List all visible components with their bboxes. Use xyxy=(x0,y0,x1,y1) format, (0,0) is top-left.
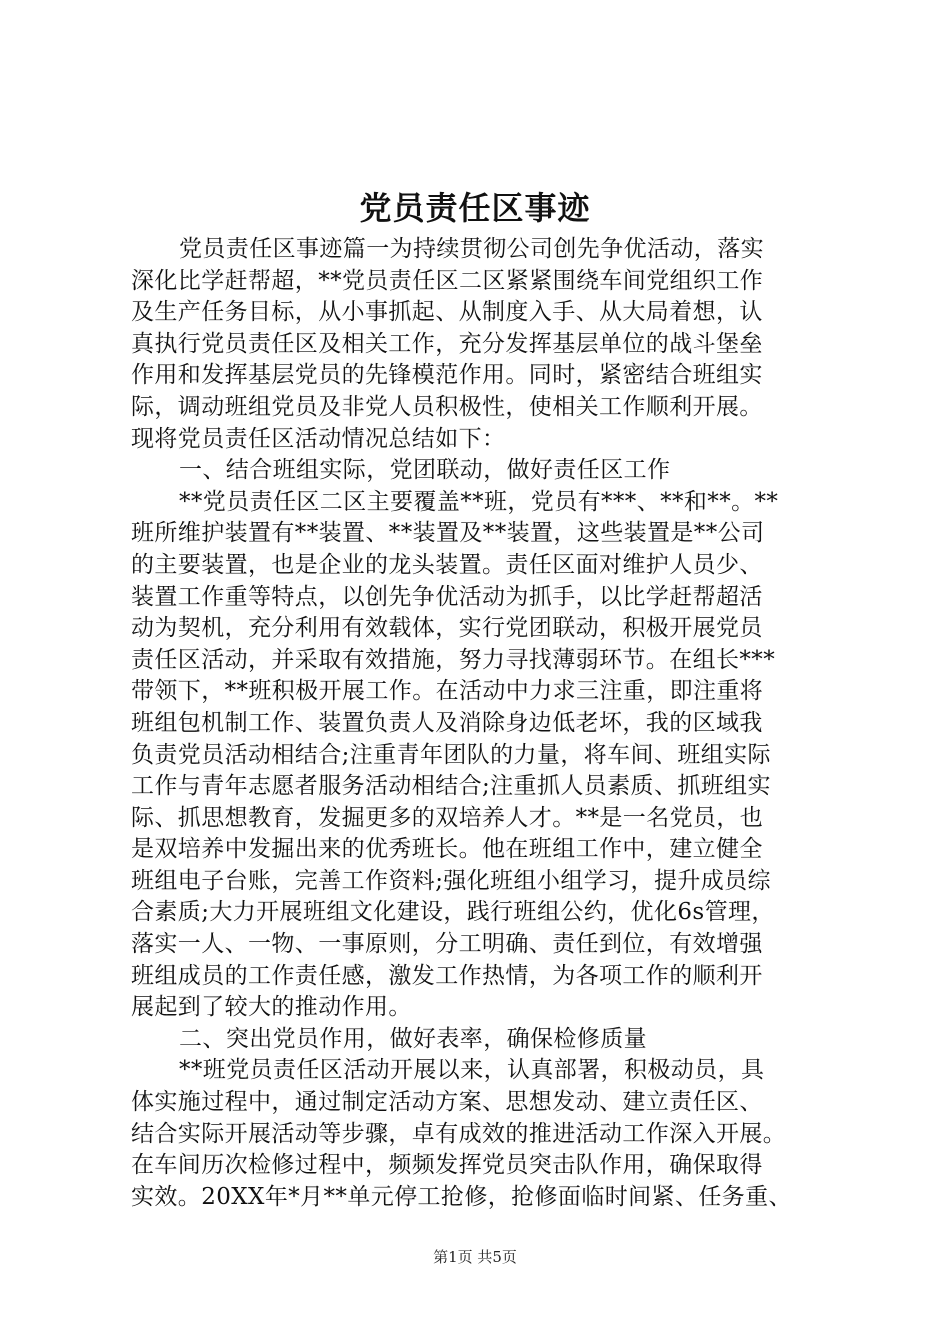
text-line: 体实施过程中，通过制定活动方案、思想发动、建立责任区、 xyxy=(131,1089,763,1116)
text-line: **班党员责任区活动开展以来，认真部署，积极动员，具 xyxy=(179,1057,765,1084)
text-line: 落实一人、一物、一事原则，分工明确、责任到位，有效增强 xyxy=(131,931,763,958)
text-line: 合素质;大力开展班组文化建设，践行班组公约，优化6s管理， xyxy=(131,899,775,926)
text-line: **党员责任区二区主要覆盖**班，党员有***、**和**。** xyxy=(179,488,779,515)
text-line: 结合实际开展活动等步骤，卓有成效的推进活动工作深入开展。 xyxy=(131,1120,787,1147)
text-line: 工作与青年志愿者服务活动相结合;注重抓人员素质、抓班组实 xyxy=(131,773,771,800)
text-line: 的主要装置，也是企业的龙头装置。责任区面对维护人员少、 xyxy=(131,551,763,578)
text-line: 际，调动班组党员及非党人员积极性，使相关工作顺利开展。 xyxy=(131,393,763,420)
document-body xyxy=(131,234,831,1213)
text-line: 班组成员的工作责任感，激发工作热情，为各项工作的顺利开 xyxy=(131,962,763,989)
text-line: 在车间历次检修过程中，频频发挥党员突击队作用，确保取得 xyxy=(131,1152,763,1179)
text-line: 及生产任务目标，从小事抓起、从制度入手、从大局着想，认 xyxy=(131,299,763,326)
text-line: 实效。20XX年*月**单元停工抢修，抢修面临时间紧、任务重、 xyxy=(131,1183,792,1210)
page-footer: 第1页 共5页 xyxy=(433,1248,517,1266)
text-line: 是双培养中发掘出来的优秀班长。他在班组工作中，建立健全 xyxy=(131,836,763,863)
text-line: 党员责任区事迹篇一为持续贯彻公司创先争优活动，落实 xyxy=(179,236,764,262)
text-line: 展起到了较大的推动作用。 xyxy=(131,994,412,1021)
text-line: 班所维护装置有**装置、**装置及**装置，这些装置是**公司 xyxy=(131,520,765,547)
text-line: 动为契机，充分利用有效载体，实行党团联动，积极开展党员 xyxy=(131,615,763,642)
text-line: 负责党员活动相结合;注重青年团队的力量，将车间、班组实际 xyxy=(131,741,771,768)
document-title: 党员责任区事迹 xyxy=(359,189,591,227)
text-line: 真执行党员责任区及相关工作，充分发挥基层单位的战斗堡垒 xyxy=(131,330,763,357)
text-line: 作用和发挥基层党员的先锋模范作用。同时，紧密结合班组实 xyxy=(131,362,763,389)
text-line: 际、抓思想教育，发掘更多的双培养人才。**是一名党员，也 xyxy=(131,804,764,831)
text-line: 责任区活动，并采取有效措施，努力寻找薄弱环节。在组长*** xyxy=(131,646,776,673)
text-line: 装置工作重等特点，以创先争优活动为抓手，以比学赶帮超活 xyxy=(131,583,763,610)
text-line: 带领下，**班积极开展工作。在活动中力求三注重，即注重将 xyxy=(131,678,764,705)
text-line: 深化比学赶帮超，**党员责任区二区紧紧围绕车间党组织工作 xyxy=(131,267,764,294)
text-line: 班组包机制工作、装置负责人及消除身边低老坏，我的区域我 xyxy=(131,709,763,736)
section-heading: 二、突出党员作用，做好表率，确保检修质量 xyxy=(179,1025,647,1052)
text-line: 现将党员责任区活动情况总结如下： xyxy=(131,425,506,452)
text-line: 班组电子台账，完善工作资料;强化班组小组学习，提升成员综 xyxy=(131,867,771,894)
section-heading: 一、结合班组实际，党团联动，做好责任区工作 xyxy=(179,457,671,484)
